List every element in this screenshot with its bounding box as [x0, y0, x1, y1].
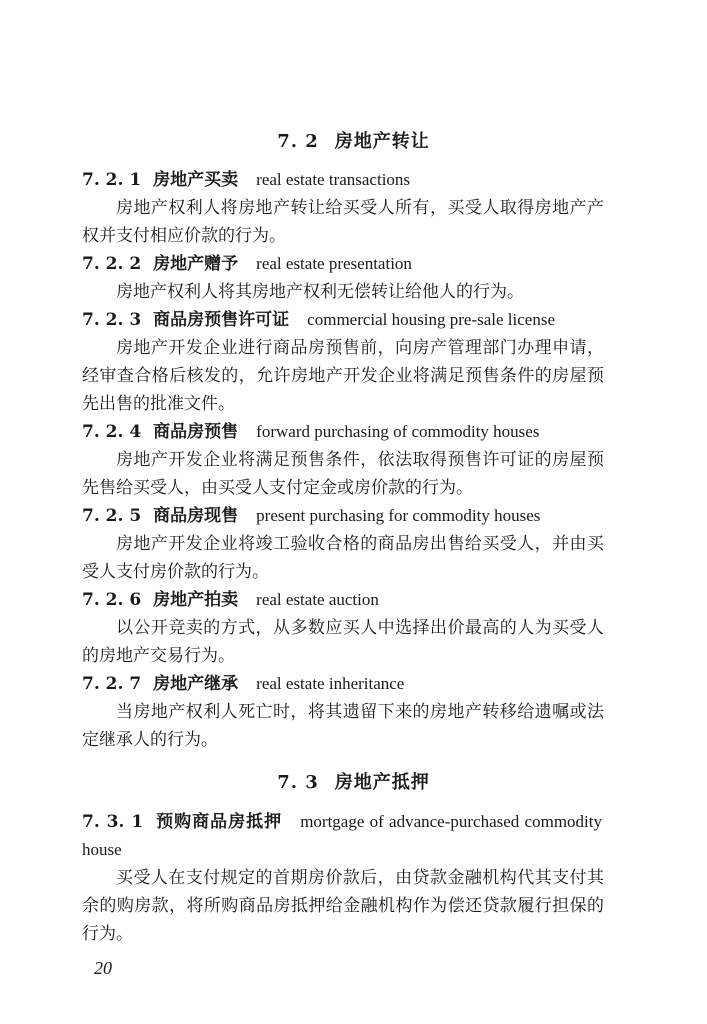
definition-7-2-5: 房地产开发企业将竣工验收合格的商品房出售给买受人，并由买受人支付房价款的行为。	[82, 534, 604, 582]
term-chinese: 商品房预售许可证	[153, 310, 290, 330]
section-heading-7-2	[0, 127, 707, 153]
term-english: mortgage of advance-purchased commodity house	[82, 812, 602, 859]
term-english: real estate auction	[256, 590, 379, 609]
section-number: 7. 3	[277, 772, 319, 793]
term-chinese: 房地产赠予	[153, 254, 239, 274]
term-number: 7. 2. 1	[82, 170, 142, 190]
term-chinese: 商品房现售	[153, 506, 239, 526]
definition-7-2-6: 以公开竞卖的方式，从多数应买人中选择出价最高的人为买受人的房地产交易行为。	[82, 618, 604, 666]
section-title: 房地产抵押	[334, 772, 430, 793]
term-chinese: 房地产买卖	[153, 170, 239, 190]
definition-7-2-1: 房地产权利人将房地产转让给买受人所有，买受人取得房地产产权并支付相应价款的行为。	[82, 198, 604, 246]
term-chinese: 房地产拍卖	[153, 590, 239, 610]
term-english: commercial housing pre-sale license	[307, 310, 555, 329]
term-number: 7. 3. 1	[82, 812, 144, 832]
term-english: real estate presentation	[256, 254, 412, 273]
term-7-2-1	[82, 166, 602, 194]
term-english: real estate transactions	[256, 170, 411, 189]
section-number: 7. 2	[277, 131, 319, 152]
definition-7-2-3: 房地产开发企业进行商品房预售前，向房产管理部门办理申请，经审查合格后核发的，允许房地产开发企业将满足预售条件的房屋预先出售的批准文件。	[82, 338, 604, 414]
term-7-2-5	[82, 502, 602, 530]
definition-7-2-2: 房地产权利人将其房地产权利无偿转让给他人的行为。	[116, 282, 524, 302]
term-7-3-1	[82, 808, 602, 864]
term-chinese: 房地产继承	[153, 674, 239, 694]
definition-7-2-7: 当房地产权利人死亡时，将其遗留下来的房地产转移给遗嘱或法定继承人的行为。	[82, 702, 604, 750]
term-7-2-4	[82, 418, 602, 446]
term-number: 7. 2. 5	[82, 506, 142, 526]
term-chinese: 商品房预售	[153, 422, 239, 442]
section-title: 房地产转让	[334, 131, 430, 152]
term-number: 7. 2. 3	[82, 310, 142, 330]
term-chinese: 预购商品房抵押	[155, 812, 283, 832]
section-heading-7-3	[0, 768, 707, 794]
term-number: 7. 2. 2	[82, 254, 142, 274]
term-number: 7. 2. 7	[82, 674, 142, 694]
term-english: forward purchasing of commodity houses	[256, 422, 540, 441]
term-7-2-7	[82, 670, 602, 698]
page-number: 20	[94, 958, 112, 978]
term-7-2-2	[82, 250, 602, 278]
term-number: 7. 2. 4	[82, 422, 142, 442]
term-7-2-3	[82, 306, 602, 334]
term-number: 7. 2. 6	[82, 590, 142, 610]
definition-7-2-4: 房地产开发企业将满足预售条件，依法取得预售许可证的房屋预先售给买受人，由买受人支付定金或房价款的行为。	[82, 450, 604, 498]
term-english: real estate inheritance	[256, 674, 405, 693]
definition-7-3-1: 买受人在支付规定的首期房价款后，由贷款金融机构代其支付其余的购房款，将所购商品房抵押给金融机构作为偿还贷款履行担保的行为。	[82, 868, 604, 944]
term-7-2-6	[82, 586, 602, 614]
term-english: present purchasing for commodity houses	[256, 506, 541, 525]
